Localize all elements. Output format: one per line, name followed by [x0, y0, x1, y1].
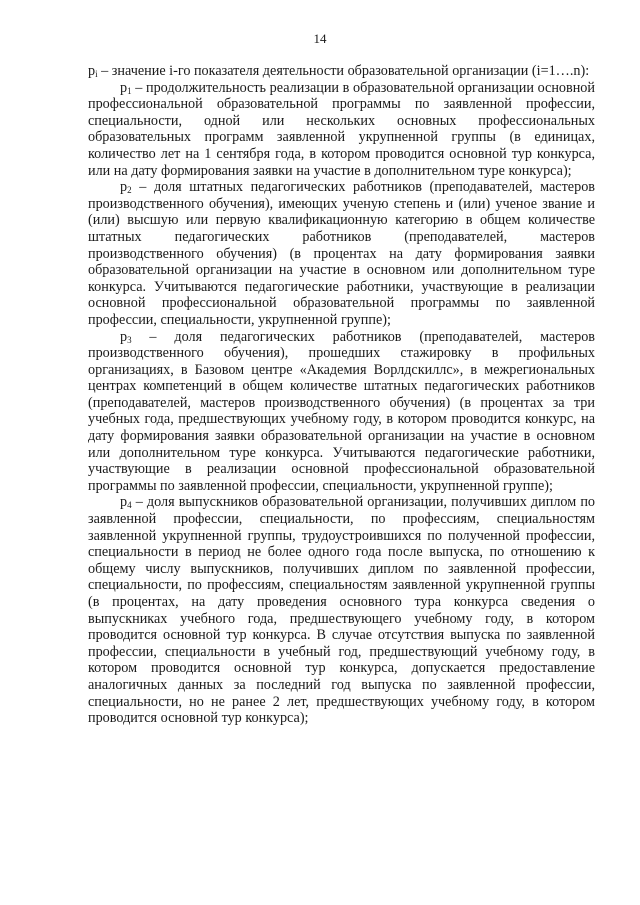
symbol: p	[120, 494, 128, 511]
symbol: p	[120, 179, 128, 196]
definition-text: – доля педагогических работников (преподавателей, мастеров производственного обучения), прошедших стажировку в профильных организациях, в Базовом центре «Академия Ворлдскиллс», в межрегиональных центрах компетенций в общем количестве штатных педагогических работников (преподавателей, мастеров производственного обучения) (в процентах за три учебных года, предшествующих учебному году, в котором проводится конкурс, на дату формирования заявки образовательной организации на участие в основном или дополнительном туре конкурса. Учитываются педагогические работники, участвующие в реализации основной профессиональной образовательной программы по заявленной профессии, специальности, укрупненной группе);	[88, 328, 595, 494]
symbol: p	[120, 79, 128, 96]
definition-p2	[88, 179, 595, 328]
definition-text: – продолжительность реализации в образовательной организации основной профессиональной образовательной программы по заявленной профессии, специальности, одной или нескольких основных профессиональных образовательных программ заявленной укрупненной группы (в единицах, количество лет на 1 сентября года, в котором проводится основной тур конкурса, или на дату формирования заявки на участие в дополнительном туре конкурса);	[88, 79, 595, 179]
definition-p1	[88, 80, 595, 180]
definition-text: – доля выпускников образовательной организации, получивших диплом по заявленной профессии, специальности, по профессиям, специальностям заявленной укрупненной группы, трудоустроившихся по полученной профессии, специальности в период не более одного года после выпуска, по отношению к общему числу выпускников, получивших диплом по заявленной профессии, специальности, по профессиям, специальностям заявленной укрупненной группы (в процентах, на дату проведения основного тура конкурса сведения о выпускниках учебного года, предшествующего учебному году, в котором проводится основной тур конкурса. В случае отсутствия выпуска по заявленной профессии, специальности в учебный год, предшествующий учебному году, в котором проводится основной тур конкурса, допускается предоставление аналогичных данных за последний год выпуска по заявленной профессии, специальности, но не ранее 2 лет, предшествующих учебному году, в котором проводится основной тур конкурса);	[88, 494, 595, 727]
definition-text: – значение i-го показателя деятельности образовательной организации (i=1….n):	[97, 63, 590, 79]
definition-p-i	[88, 63, 595, 80]
subscript: 1	[127, 85, 132, 96]
subscript: 4	[127, 500, 132, 511]
symbol: p	[88, 63, 96, 79]
subscript: 2	[127, 185, 132, 196]
page-number: 14	[313, 31, 327, 46]
definition-p4	[88, 494, 595, 726]
definition-text: – доля штатных педагогических работников (преподавателей, мастеров производственного обучения), имеющих ученую степень и (или) ученое звание и (или) высшую или первую квалификационную категорию в общем количестве штатных педагогических работников (преподавателей, мастеров производственного обучения) (в процентах на дату формирования заявки образовательной организации на участие в основном или дополнительном туре конкурса. Учитываются педагогические работники, участвующие в реализации основной профессиональной образовательной программы по заявленной профессии, специальности, укрупненной группе);	[88, 179, 595, 328]
definition-p3	[88, 329, 595, 495]
subscript: i	[95, 69, 98, 79]
document-body	[88, 63, 595, 727]
symbol: p	[120, 328, 128, 345]
subscript: 3	[127, 334, 132, 345]
